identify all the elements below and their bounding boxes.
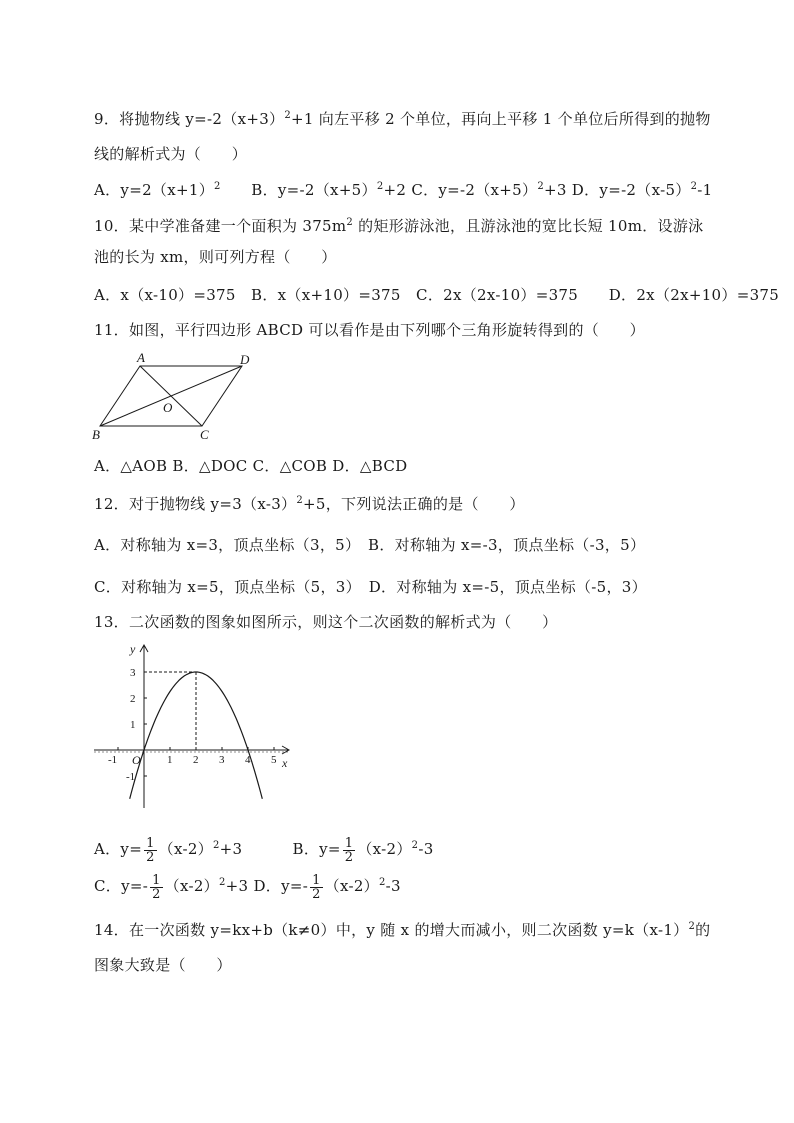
fraction-one-half: $\frac{1}{2}$ xyxy=(146,835,155,865)
x-tick-label: 2 xyxy=(193,754,199,766)
q13-options-ab: A．y= $\frac{1}{2}$ $(x-2)^2+3$ B．y= $\frac{1}{2}$ $(x-2)^2-3$ xyxy=(94,835,434,865)
q10-stem-line2: 池的长为 xm，则可列方程（ ） xyxy=(94,248,337,266)
x-tick-label: -1 xyxy=(108,754,118,766)
q10-options: A．x（x-10）=375 B．x（x+10）=375 C．2x（2x-10）=375 D．2x（2x+10）=375 xyxy=(94,286,780,304)
x-tick-label: 1 xyxy=(167,754,173,766)
q13-options-cd: C．y=- $\frac{1}{2}$ $(x-2)^2+3$ D．y=- $\frac{1}{2}$ $(x-2)^2-3$ xyxy=(94,872,401,902)
center-label-o: O xyxy=(163,400,173,415)
q12-stem: 12．对于抛物线 $y=3(x-3)^2+5$，下列说法正确的是（ ） xyxy=(94,495,525,513)
x-tick-label: 5 xyxy=(271,754,277,766)
parabola-graph xyxy=(92,640,302,815)
y-tick-label: 2 xyxy=(130,693,136,705)
y-axis-label: y xyxy=(130,642,136,656)
parallelogram-figure xyxy=(90,348,265,443)
origin-label: O xyxy=(132,753,141,767)
q10-stem-line1: 10．某中学准备建一个面积为 $375m^2$ 的矩形游泳池，且游泳池的宽比长短 10m．设游泳 xyxy=(94,217,704,235)
q12-options-ab: A．对称轴为 x=3，顶点坐标（3，5） B．对称轴为 x=-3，顶点坐标（-3，5） xyxy=(94,536,646,554)
y-tick-label: -1 xyxy=(126,771,136,783)
q9-options: A．$y=2(x+1)^2$ B．$y=-2(x+5)^2+2$ C．$y=-2(x+5)^2+3$ D．$y=-2(x-5)^2-1$ xyxy=(94,181,713,199)
q11-options: A．△AOB B．△DOC C．△COB D．△BCD xyxy=(94,457,408,475)
fraction-one-half: $\frac{1}{2}$ xyxy=(344,835,354,865)
q9-stem-line2: 线的解析式为（ ） xyxy=(94,145,248,163)
vertex-label-a: A xyxy=(137,350,145,365)
fraction-one-half: $\frac{1}{2}$ xyxy=(152,872,161,902)
q11-stem: 11．如图，平行四边形 ABCD 可以看作是由下列哪个三角形旋转得到的（ ） xyxy=(94,321,645,339)
vertex-label-c: C xyxy=(200,427,209,442)
fraction-one-half: $\frac{1}{2}$ xyxy=(312,872,321,902)
q9-stem-line1: 9．将抛物线 $y=-2(x+3)^2+1$ 向左平移 2 个单位，再向上平移 1 个单位后所得到的抛物 xyxy=(94,110,711,128)
diagonal-bd xyxy=(100,366,242,426)
vertex-label-d: D xyxy=(240,352,250,367)
x-tick-label: 4 xyxy=(245,754,251,766)
y-tick-label: 3 xyxy=(130,667,136,679)
vertex-label-b: B xyxy=(92,427,100,442)
x-axis-label: x xyxy=(282,756,288,770)
y-tick-label: 1 xyxy=(130,719,136,731)
q14-stem-line2: 图象大致是（ ） xyxy=(94,956,232,974)
parabola-curve xyxy=(130,672,263,799)
q14-stem-line1: 14．在一次函数 y=kx+b（k≠0）中，y 随 x 的增大而减小，则二次函数 $y=k(x-1)^2$的 xyxy=(94,921,711,939)
q13-stem: 13．二次函数的图象如图所示，则这个二次函数的解析式为（ ） xyxy=(94,613,558,631)
q12-options-cd: C．对称轴为 x=5，顶点坐标（5，3） D．对称轴为 x=-5，顶点坐标（-5，3） xyxy=(94,578,647,596)
x-tick-label: 3 xyxy=(219,754,225,766)
